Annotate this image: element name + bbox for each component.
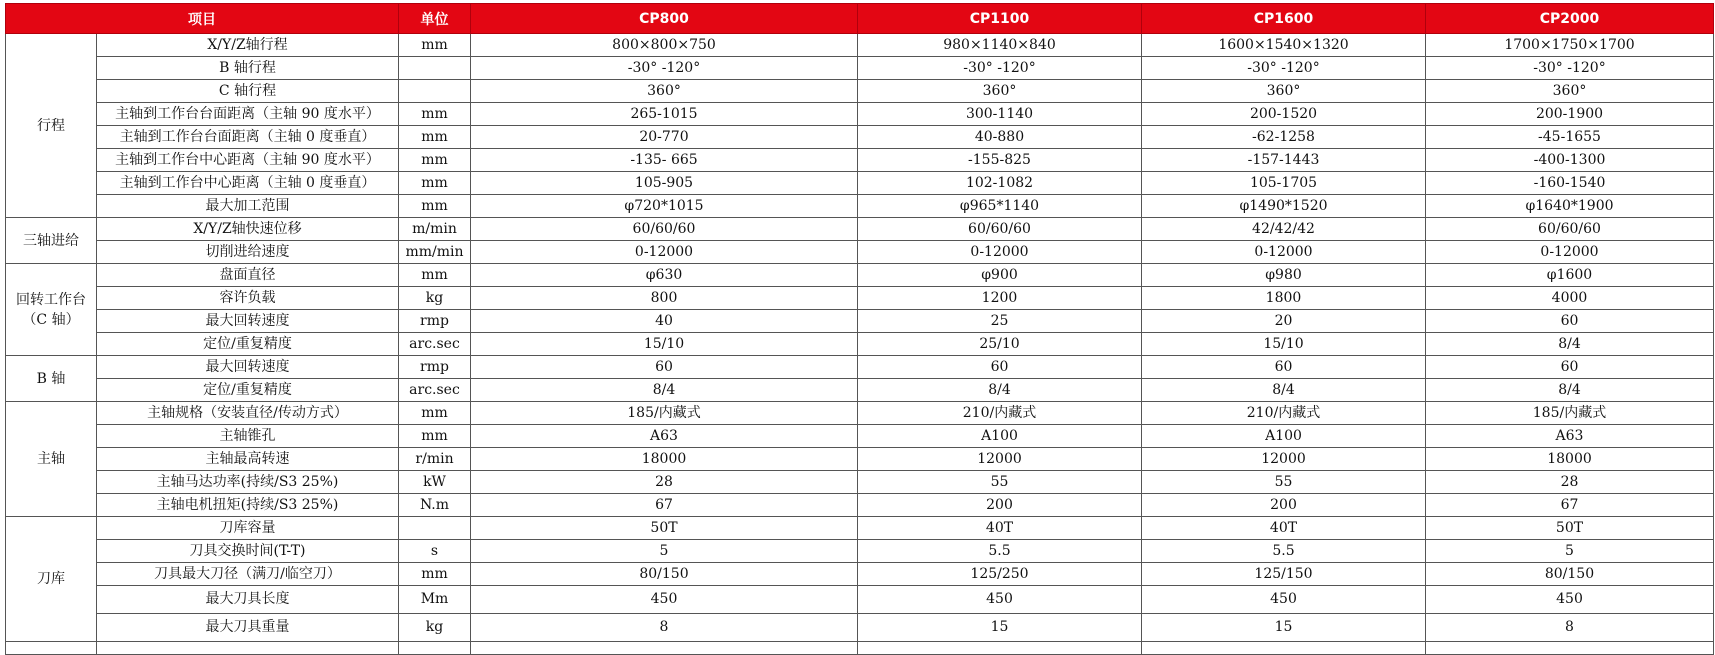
item-cell: 最大刀具长度 xyxy=(97,586,399,614)
value-cell: 200 xyxy=(858,494,1142,517)
table-row xyxy=(6,241,1714,264)
value-cell: -155-825 xyxy=(858,149,1142,172)
value-cell: 67 xyxy=(1426,494,1714,517)
empty-cell xyxy=(1142,642,1426,655)
unit-cell: kW xyxy=(399,471,471,494)
empty-cell xyxy=(6,642,97,655)
unit-cell: mm xyxy=(399,402,471,425)
unit-cell xyxy=(399,80,471,103)
value-cell: 360° xyxy=(471,80,858,103)
value-cell: 360° xyxy=(1142,80,1426,103)
category-cell: 主轴 xyxy=(6,402,97,517)
unit-cell: mm xyxy=(399,425,471,448)
value-cell: 8/4 xyxy=(471,379,858,402)
value-cell: 40T xyxy=(1142,517,1426,540)
value-cell: 185/内藏式 xyxy=(471,402,858,425)
unit-cell xyxy=(399,57,471,80)
unit-cell: mm xyxy=(399,34,471,57)
value-cell: φ1490*1520 xyxy=(1142,195,1426,218)
value-cell: 125/150 xyxy=(1142,563,1426,586)
value-cell: 20-770 xyxy=(471,126,858,149)
unit-cell xyxy=(399,517,471,540)
empty-cell xyxy=(97,642,399,655)
table-row xyxy=(6,517,1714,540)
item-cell: 最大刀具重量 xyxy=(97,614,399,642)
item-cell: 主轴规格（安装直径/传动方式） xyxy=(97,402,399,425)
header-cp1600: CP1600 xyxy=(1142,4,1426,34)
value-cell: 8/4 xyxy=(1426,379,1714,402)
item-cell: 主轴到工作台台面距离（主轴 0 度垂直） xyxy=(97,126,399,149)
value-cell: -160-1540 xyxy=(1426,172,1714,195)
value-cell: 28 xyxy=(471,471,858,494)
table-row xyxy=(6,425,1714,448)
table-row xyxy=(6,195,1714,218)
empty-cell xyxy=(1426,642,1714,655)
value-cell: 5 xyxy=(471,540,858,563)
value-cell: 800 xyxy=(471,287,858,310)
value-cell: 8/4 xyxy=(858,379,1142,402)
value-cell: 200 xyxy=(1142,494,1426,517)
value-cell: -135- 665 xyxy=(471,149,858,172)
value-cell: 265-1015 xyxy=(471,103,858,126)
item-cell: 定位/重复精度 xyxy=(97,333,399,356)
value-cell: 0-12000 xyxy=(858,241,1142,264)
table-row xyxy=(6,80,1714,103)
value-cell: -30° -120° xyxy=(471,57,858,80)
unit-cell: N.m xyxy=(399,494,471,517)
table-row xyxy=(6,540,1714,563)
spec-table-body xyxy=(6,34,1714,655)
value-cell: 60 xyxy=(858,356,1142,379)
table-row xyxy=(6,103,1714,126)
value-cell: φ965*1140 xyxy=(858,195,1142,218)
table-row xyxy=(6,287,1714,310)
table-row xyxy=(6,614,1714,642)
table-row xyxy=(6,218,1714,241)
table-row xyxy=(6,402,1714,425)
unit-cell: rmp xyxy=(399,356,471,379)
unit-cell: m/min xyxy=(399,218,471,241)
value-cell: 18000 xyxy=(1426,448,1714,471)
value-cell: 25/10 xyxy=(858,333,1142,356)
value-cell: 60 xyxy=(1426,356,1714,379)
unit-cell: Mm xyxy=(399,586,471,614)
unit-cell: mm/min xyxy=(399,241,471,264)
unit-cell: arc.sec xyxy=(399,379,471,402)
unit-cell: mm xyxy=(399,172,471,195)
value-cell: -400-1300 xyxy=(1426,149,1714,172)
header-cp2000: CP2000 xyxy=(1426,4,1714,34)
item-cell: 刀具交换时间(T-T) xyxy=(97,540,399,563)
value-cell: 55 xyxy=(858,471,1142,494)
value-cell: 0-12000 xyxy=(471,241,858,264)
value-cell: 105-905 xyxy=(471,172,858,195)
table-row xyxy=(6,448,1714,471)
value-cell: A100 xyxy=(858,425,1142,448)
value-cell: φ630 xyxy=(471,264,858,287)
value-cell: 450 xyxy=(471,586,858,614)
value-cell: 60 xyxy=(1426,310,1714,333)
empty-cell xyxy=(858,642,1142,655)
value-cell: 8 xyxy=(1426,614,1714,642)
unit-cell: mm xyxy=(399,126,471,149)
header-cp800: CP800 xyxy=(471,4,858,34)
value-cell: 8 xyxy=(471,614,858,642)
item-cell: 刀具最大刀径（满刀/临空刀） xyxy=(97,563,399,586)
unit-cell: kg xyxy=(399,614,471,642)
value-cell: φ1640*1900 xyxy=(1426,195,1714,218)
value-cell: A63 xyxy=(471,425,858,448)
unit-cell: mm xyxy=(399,149,471,172)
item-cell: 刀库容量 xyxy=(97,517,399,540)
value-cell: 15 xyxy=(858,614,1142,642)
item-cell: 切削进给速度 xyxy=(97,241,399,264)
value-cell: φ720*1015 xyxy=(471,195,858,218)
table-row xyxy=(6,471,1714,494)
value-cell: φ900 xyxy=(858,264,1142,287)
value-cell: 360° xyxy=(1426,80,1714,103)
unit-cell: r/min xyxy=(399,448,471,471)
value-cell: 67 xyxy=(471,494,858,517)
table-row xyxy=(6,126,1714,149)
value-cell: 55 xyxy=(1142,471,1426,494)
header-item: 项目 xyxy=(6,4,399,34)
value-cell: 0-12000 xyxy=(1142,241,1426,264)
unit-cell: s xyxy=(399,540,471,563)
value-cell: 25 xyxy=(858,310,1142,333)
empty-cell xyxy=(471,642,858,655)
item-cell: C 轴行程 xyxy=(97,80,399,103)
item-cell: B 轴行程 xyxy=(97,57,399,80)
value-cell: 18000 xyxy=(471,448,858,471)
value-cell: 42/42/42 xyxy=(1142,218,1426,241)
item-cell: 主轴最高转速 xyxy=(97,448,399,471)
value-cell: 60/60/60 xyxy=(471,218,858,241)
value-cell: -157-1443 xyxy=(1142,149,1426,172)
header-cp1100: CP1100 xyxy=(858,4,1142,34)
value-cell: 12000 xyxy=(858,448,1142,471)
value-cell: 5 xyxy=(1426,540,1714,563)
value-cell: 200-1900 xyxy=(1426,103,1714,126)
value-cell: 210/内藏式 xyxy=(1142,402,1426,425)
value-cell: 450 xyxy=(1142,586,1426,614)
table-row xyxy=(6,34,1714,57)
value-cell: 450 xyxy=(858,586,1142,614)
unit-cell: kg xyxy=(399,287,471,310)
value-cell: 450 xyxy=(1426,586,1714,614)
value-cell: 210/内藏式 xyxy=(858,402,1142,425)
table-row xyxy=(6,333,1714,356)
category-cell: 刀库 xyxy=(6,517,97,642)
unit-cell: mm xyxy=(399,264,471,287)
unit-cell: mm xyxy=(399,563,471,586)
value-cell: 15/10 xyxy=(1142,333,1426,356)
spec-table xyxy=(5,3,1714,655)
item-cell: 容许负载 xyxy=(97,287,399,310)
category-cell: 回转工作台（C 轴） xyxy=(6,264,97,356)
value-cell: 50T xyxy=(471,517,858,540)
value-cell: 28 xyxy=(1426,471,1714,494)
unit-cell: mm xyxy=(399,103,471,126)
header-row xyxy=(6,4,1714,34)
header-unit: 单位 xyxy=(399,4,471,34)
table-row xyxy=(6,172,1714,195)
table-row xyxy=(6,642,1714,655)
value-cell: 300-1140 xyxy=(858,103,1142,126)
table-row xyxy=(6,586,1714,614)
table-row xyxy=(6,264,1714,287)
value-cell: 12000 xyxy=(1142,448,1426,471)
item-cell: 主轴到工作台中心距离（主轴 90 度水平） xyxy=(97,149,399,172)
value-cell: φ980 xyxy=(1142,264,1426,287)
value-cell: 980×1140×840 xyxy=(858,34,1142,57)
value-cell: 8/4 xyxy=(1142,379,1426,402)
table-row xyxy=(6,356,1714,379)
value-cell: 20 xyxy=(1142,310,1426,333)
value-cell: 0-12000 xyxy=(1426,241,1714,264)
value-cell: 60/60/60 xyxy=(858,218,1142,241)
value-cell: 60 xyxy=(1142,356,1426,379)
value-cell: 125/250 xyxy=(858,563,1142,586)
category-cell: B 轴 xyxy=(6,356,97,402)
category-cell: 三轴进给 xyxy=(6,218,97,264)
item-cell: 最大回转速度 xyxy=(97,310,399,333)
item-cell: 最大加工范围 xyxy=(97,195,399,218)
unit-cell: arc.sec xyxy=(399,333,471,356)
value-cell: 102-1082 xyxy=(858,172,1142,195)
value-cell: 105-1705 xyxy=(1142,172,1426,195)
value-cell: 1200 xyxy=(858,287,1142,310)
value-cell: 1700×1750×1700 xyxy=(1426,34,1714,57)
spec-table-wrapper xyxy=(5,3,1713,655)
value-cell: 200-1520 xyxy=(1142,103,1426,126)
value-cell: 360° xyxy=(858,80,1142,103)
value-cell: 5.5 xyxy=(858,540,1142,563)
value-cell: 80/150 xyxy=(471,563,858,586)
value-cell: 1800 xyxy=(1142,287,1426,310)
table-row xyxy=(6,494,1714,517)
item-cell: 定位/重复精度 xyxy=(97,379,399,402)
value-cell: 185/内藏式 xyxy=(1426,402,1714,425)
unit-cell: mm xyxy=(399,195,471,218)
item-cell: 主轴到工作台中心距离（主轴 0 度垂直） xyxy=(97,172,399,195)
item-cell: 主轴电机扭矩(持续/S3 25%) xyxy=(97,494,399,517)
value-cell: 60/60/60 xyxy=(1426,218,1714,241)
table-row xyxy=(6,379,1714,402)
value-cell: 40 xyxy=(471,310,858,333)
table-row xyxy=(6,563,1714,586)
value-cell: 60 xyxy=(471,356,858,379)
table-row xyxy=(6,149,1714,172)
category-cell: 行程 xyxy=(6,34,97,218)
value-cell: -45-1655 xyxy=(1426,126,1714,149)
item-cell: 主轴到工作台台面距离（主轴 90 度水平） xyxy=(97,103,399,126)
value-cell: A100 xyxy=(1142,425,1426,448)
item-cell: X/Y/Z轴快速位移 xyxy=(97,218,399,241)
value-cell: 80/150 xyxy=(1426,563,1714,586)
value-cell: 4000 xyxy=(1426,287,1714,310)
value-cell: A63 xyxy=(1426,425,1714,448)
value-cell: 50T xyxy=(1426,517,1714,540)
item-cell: 最大回转速度 xyxy=(97,356,399,379)
empty-cell xyxy=(399,642,471,655)
value-cell: 40-880 xyxy=(858,126,1142,149)
item-cell: X/Y/Z轴行程 xyxy=(97,34,399,57)
value-cell: 40T xyxy=(858,517,1142,540)
value-cell: -30° -120° xyxy=(1426,57,1714,80)
table-row xyxy=(6,310,1714,333)
value-cell: -62-1258 xyxy=(1142,126,1426,149)
table-row xyxy=(6,57,1714,80)
value-cell: φ1600 xyxy=(1426,264,1714,287)
value-cell: 15 xyxy=(1142,614,1426,642)
item-cell: 主轴锥孔 xyxy=(97,425,399,448)
value-cell: 800×800×750 xyxy=(471,34,858,57)
item-cell: 盘面直径 xyxy=(97,264,399,287)
value-cell: 15/10 xyxy=(471,333,858,356)
unit-cell: rmp xyxy=(399,310,471,333)
value-cell: -30° -120° xyxy=(1142,57,1426,80)
value-cell: 5.5 xyxy=(1142,540,1426,563)
value-cell: 1600×1540×1320 xyxy=(1142,34,1426,57)
item-cell: 主轴马达功率(持续/S3 25%) xyxy=(97,471,399,494)
value-cell: -30° -120° xyxy=(858,57,1142,80)
value-cell: 8/4 xyxy=(1426,333,1714,356)
